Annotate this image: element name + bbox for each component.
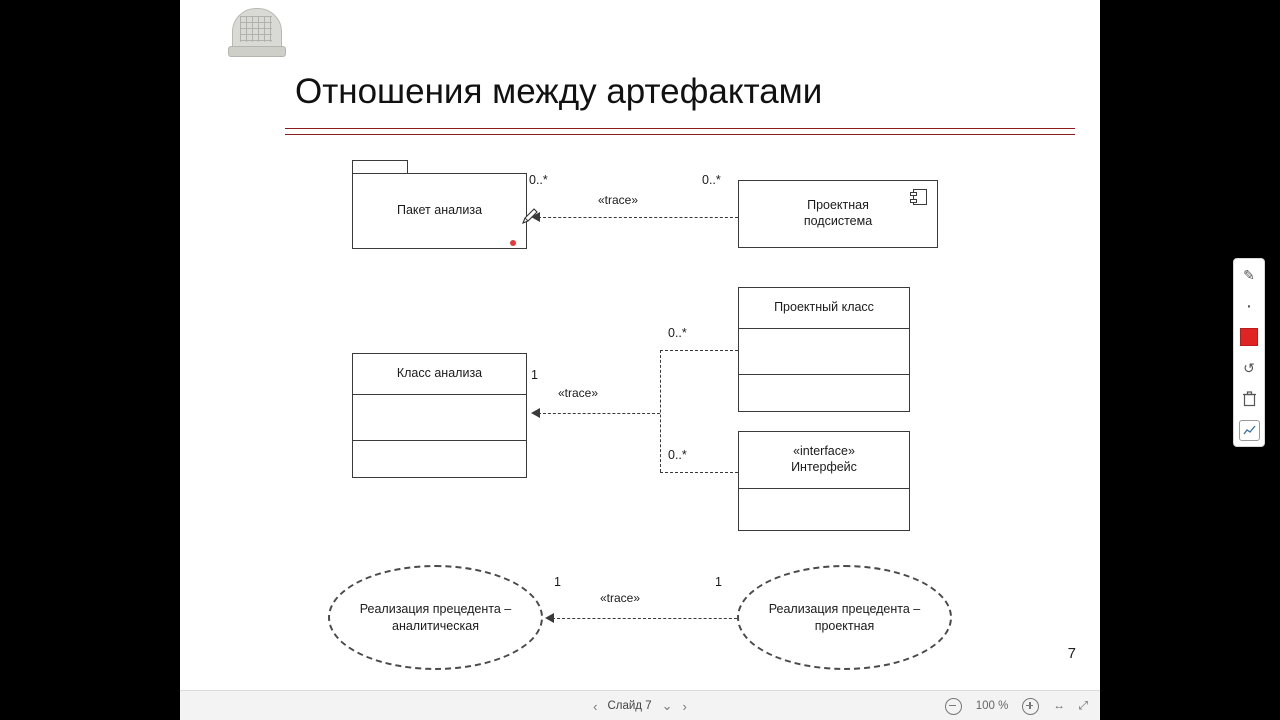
edge-trace-2-to-interface xyxy=(660,472,738,473)
delete-icon[interactable] xyxy=(1238,388,1260,410)
zoom-controls xyxy=(945,698,1088,715)
mult-interface: 0..* xyxy=(668,448,687,462)
mult-pkg-target: 0..* xyxy=(702,173,721,187)
interface-label xyxy=(739,432,909,488)
logo-grid xyxy=(240,16,272,42)
node-design-subsystem xyxy=(738,180,938,248)
ucr-analysis-line1: Реализация прецедента – xyxy=(359,602,512,617)
color-swatch-red[interactable] xyxy=(1238,326,1260,348)
edge-trace-2-to-design-class xyxy=(660,350,738,351)
node-use-case-realization-analysis xyxy=(328,565,543,670)
chart-box xyxy=(1239,420,1260,441)
chart-icon[interactable] xyxy=(1238,419,1260,441)
zoom-in-button[interactable] xyxy=(1022,698,1039,715)
next-slide-button[interactable]: › xyxy=(682,698,687,714)
zoom-out-button[interactable] xyxy=(945,698,962,715)
uml-diagram xyxy=(290,150,1090,670)
node-design-class xyxy=(738,287,910,412)
design-class-sep-1 xyxy=(739,328,909,329)
edge-trace-2-arrowhead xyxy=(531,408,540,418)
mult-analysis-class: 1 xyxy=(531,368,538,382)
design-subsystem-label-line1: Проектная xyxy=(807,198,869,213)
ucr-design-label xyxy=(769,601,921,634)
edge-trace-1 xyxy=(538,217,738,218)
edge-trace-1-arrowhead xyxy=(531,212,540,222)
ucr-analysis-label xyxy=(360,601,512,634)
ink-dot xyxy=(510,240,516,246)
logo-base xyxy=(228,46,286,57)
mult-ucr-design: 1 xyxy=(715,575,722,589)
ucr-analysis-line2: аналитическая xyxy=(392,618,479,633)
node-use-case-realization-design xyxy=(737,565,952,670)
fullscreen-icon[interactable]: ⤢ xyxy=(1078,699,1088,712)
chevron-down-icon[interactable]: ⌄ xyxy=(661,698,673,713)
analysis-class-sep-1 xyxy=(353,394,526,395)
node-analysis-class xyxy=(352,353,527,478)
edge-trace-3 xyxy=(552,618,742,619)
node-interface xyxy=(738,431,910,531)
node-analysis-package xyxy=(352,173,527,249)
page-title: Отношения между артефактами xyxy=(295,72,823,111)
component-icon xyxy=(913,189,927,205)
ucr-design-line1: Реализация прецедента – xyxy=(768,602,921,617)
interface-name: Интерфейс xyxy=(791,460,857,474)
edge-trace-3-arrowhead xyxy=(545,613,554,623)
edge-trace-2-riser xyxy=(660,350,661,472)
mult-design-class: 0..* xyxy=(668,326,687,340)
pointer-dot-icon[interactable]: · xyxy=(1245,295,1253,317)
analysis-package-label: Пакет анализа xyxy=(396,203,483,218)
mult-pkg-source: 0..* xyxy=(529,173,548,187)
pen-icon[interactable]: ✎ xyxy=(1243,266,1255,283)
chart-glyph xyxy=(1243,425,1256,436)
stereotype-trace-2: «trace» xyxy=(558,386,599,400)
edge-trace-2-stem xyxy=(538,413,660,414)
zoom-level-label: 100 % xyxy=(975,700,1009,712)
design-subsystem-label-line2: подсистема xyxy=(803,214,873,228)
slide-page-number: 7 xyxy=(1067,645,1076,662)
slide-canvas xyxy=(180,0,1100,690)
analysis-class-sep-2 xyxy=(353,440,526,441)
university-logo xyxy=(228,6,284,58)
title-divider xyxy=(285,128,1075,135)
interface-sep-1 xyxy=(739,488,909,489)
design-class-label: Проектный класс xyxy=(774,300,874,315)
annotation-toolbar xyxy=(1233,258,1265,447)
stereotype-trace-3: «trace» xyxy=(600,591,641,605)
analysis-class-label: Класс анализа xyxy=(396,366,483,381)
mult-ucr-analysis: 1 xyxy=(554,575,561,589)
interface-stereotype: «interface» xyxy=(793,444,855,459)
design-class-sep-2 xyxy=(739,374,909,375)
slide-navigation xyxy=(593,698,687,714)
slide-indicator: Слайд 7 xyxy=(607,700,652,712)
ucr-design-line2: проектная xyxy=(814,618,875,633)
bottom-toolbar xyxy=(180,690,1100,720)
undo-icon[interactable]: ↺ xyxy=(1243,359,1255,376)
red-color-swatch[interactable] xyxy=(1240,328,1258,346)
previous-slide-button[interactable]: ‹ xyxy=(593,698,598,714)
trash-glyph xyxy=(1242,391,1257,407)
fit-width-icon[interactable]: ↔ xyxy=(1053,700,1065,712)
stereotype-trace-1: «trace» xyxy=(598,193,639,207)
design-subsystem-label xyxy=(739,181,937,247)
analysis-package-tab xyxy=(352,160,408,173)
